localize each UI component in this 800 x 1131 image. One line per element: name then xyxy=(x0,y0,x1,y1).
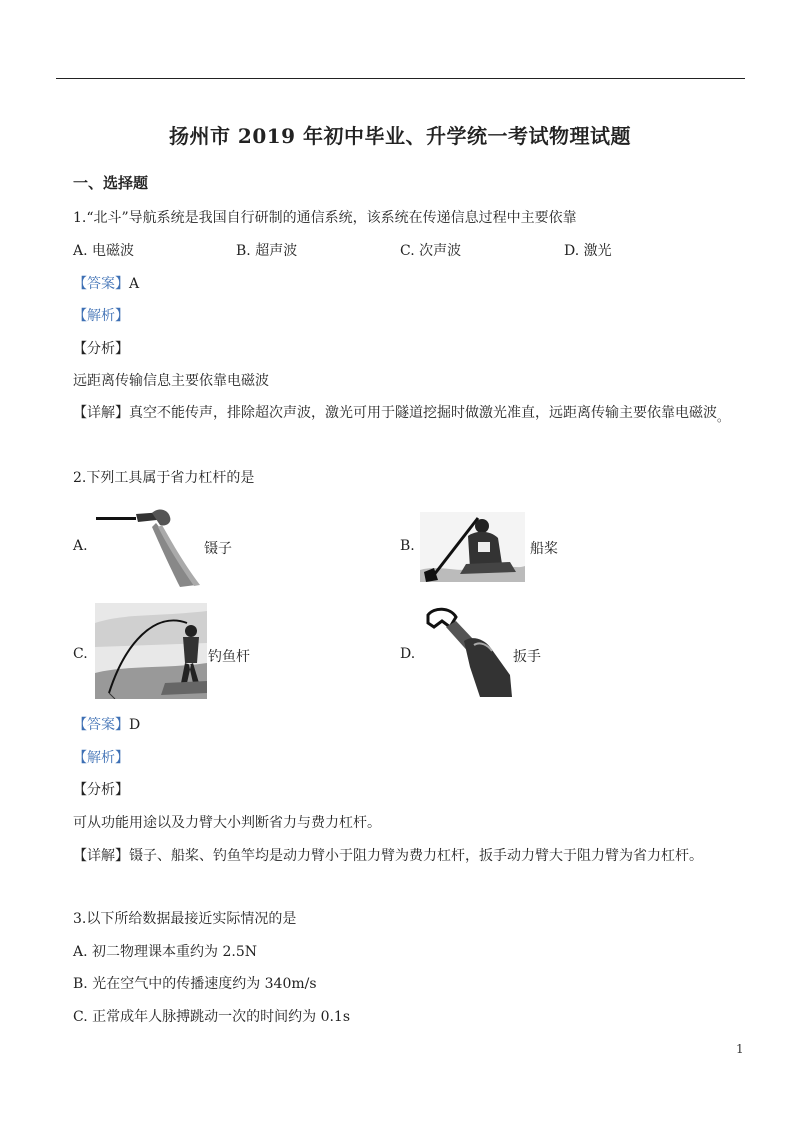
q2-option-d-letter: D. xyxy=(400,646,416,662)
detail-end: 。 xyxy=(717,410,730,424)
tweezers-image xyxy=(96,505,206,587)
q3-option-a: A. 初二物理课本重约为 2.5N xyxy=(73,944,257,960)
q2-stem: 2.下列工具属于省力杠杆的是 xyxy=(73,470,255,486)
detail-text: 真空不能传声，排除超次声波，激光可用于隧道挖掘时做激光准直，远距离传输主要依靠电磁波 xyxy=(129,405,717,421)
q2-option-a-label: 镊子 xyxy=(204,541,232,557)
fishing-rod-image xyxy=(95,603,207,699)
q1-fenxi-text: 远距离传输信息主要依靠电磁波 xyxy=(73,373,269,389)
answer-value: D xyxy=(129,717,141,733)
q3-stem: 3.以下所给数据最接近实际情况的是 xyxy=(73,911,297,927)
detail-tag: 【详解】 xyxy=(73,848,129,864)
q3-option-c: C. 正常成年人脉搏跳动一次的时间约为 0.1s xyxy=(73,1009,351,1025)
q1-analysis-tag: 【解析】 xyxy=(73,308,129,324)
page-number: 1 xyxy=(736,1042,744,1056)
q2-option-b-letter: B. xyxy=(400,538,415,554)
q2-option-b-label: 船桨 xyxy=(530,541,558,557)
q1-stem: 1.“北斗”导航系统是我国自行研制的通信系统，该系统在传递信息过程中主要依靠 xyxy=(73,210,577,226)
q1-option-c: C. 次声波 xyxy=(400,243,462,259)
answer-value: A xyxy=(129,276,140,292)
q2-analysis-tag: 【解析】 xyxy=(73,750,129,766)
q1-fenxi-tag: 【分析】 xyxy=(73,341,129,357)
q2-fenxi-text: 可从功能用途以及力臂大小判断省力与费力杠杆。 xyxy=(73,815,381,831)
wrench-image xyxy=(420,605,515,697)
q2-option-a-letter: A. xyxy=(73,538,88,554)
q1-answer xyxy=(73,273,139,293)
q1-detail xyxy=(73,402,729,425)
q2-answer xyxy=(73,714,140,734)
q2-option-c-letter: C. xyxy=(73,646,88,662)
q1-option-d: D. 激光 xyxy=(564,243,612,259)
q1-option-b: B. 超声波 xyxy=(236,243,298,259)
q2-fenxi-tag: 【分析】 xyxy=(73,782,129,798)
q2-detail xyxy=(73,845,703,865)
section-heading: 一、选择题 xyxy=(73,174,149,192)
q2-option-c-label: 钓鱼杆 xyxy=(208,649,250,665)
answer-tag: 【答案】 xyxy=(73,717,129,733)
detail-text: 镊子、船桨、钓鱼竿均是动力臂小于阻力臂为费力杠杆，扳手动力臂大于阻力臂为省力杠杆。 xyxy=(129,848,703,864)
q1-option-a: A. 电磁波 xyxy=(73,243,135,259)
answer-tag: 【答案】 xyxy=(73,276,129,292)
header-rule xyxy=(56,78,745,79)
paddle-image xyxy=(420,512,525,582)
q3-option-b: B. 光在空气中的传播速度约为 340m/s xyxy=(73,976,317,992)
q2-option-d-label: 扳手 xyxy=(513,649,541,665)
detail-tag: 【详解】 xyxy=(73,405,129,421)
page-title: 扬州市 2019 年初中毕业、升学统一考试物理试题 xyxy=(168,124,632,148)
